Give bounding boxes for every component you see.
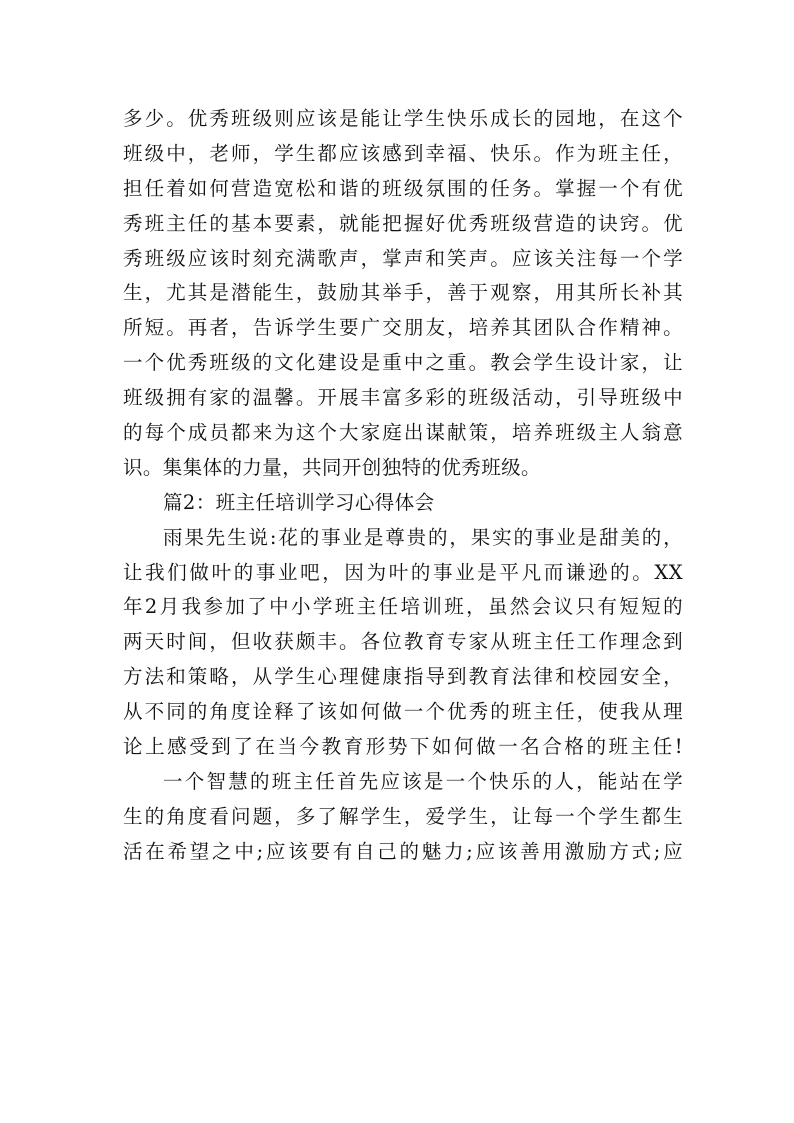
body-text-line: 一个优秀班级的文化建设是重中之重。教会学生设计家，让: [123, 351, 683, 375]
body-text-line: 班级中，老师，学生都应该感到幸福、快乐。作为班主任，: [123, 141, 683, 165]
body-text-line: 秀班级应该时刻充满歌声，掌声和笑声。应该关注每一个学: [123, 246, 683, 270]
body-text-line: 的每个成员都来为这个大家庭出谋献策，培养班级主人翁意: [123, 421, 683, 445]
body-text-line: 年2月我参加了中小学班主任培训班，虽然会议只有短短的: [123, 595, 683, 619]
body-text-line: 方法和策略，从学生心理健康指导到教育法律和校园安全，: [123, 665, 683, 689]
body-text-line: 两天时间，但收获颇丰。各位教育专家从班主任工作理念到: [123, 630, 683, 654]
body-text-line: 从不同的角度诠释了该如何做一个优秀的班主任，使我从理: [123, 700, 683, 724]
body-text-line: 班级拥有家的温馨。开展丰富多彩的班级活动，引导班级中: [123, 386, 683, 410]
document-body: [123, 102, 683, 870]
body-text-line: 识。集集体的力量，共同开创独特的优秀班级。: [123, 455, 541, 479]
body-text-line: 雨果先生说:花的事业是尊贵的，果实的事业是甜美的，: [163, 525, 683, 549]
body-text-line: 多少。优秀班级则应该是能让学生快乐成长的园地，在这个: [123, 107, 683, 130]
body-text-line: 秀班主任的基本要素，就能把握好优秀班级营造的诀窍。优: [123, 211, 683, 235]
body-text-line: 所短。再者，告诉学生要广交朋友，培养其团队合作精神。: [123, 316, 683, 340]
body-text-line: 担任着如何营造宽松和谐的班级氛围的任务。掌握一个有优: [123, 176, 683, 200]
body-text-line: 活在希望之中;应该要有自己的魅力;应该善用激励方式;应: [123, 839, 683, 863]
section-heading: 篇2：班主任培训学习心得体会: [163, 490, 435, 514]
body-text-line: 论上感受到了在当今教育形势下如何做一名合格的班主任!: [123, 735, 683, 759]
body-text-line: 让我们做叶的事业吧，因为叶的事业是平凡而谦逊的。XX: [123, 560, 683, 584]
body-text-line: 一个智慧的班主任首先应该是一个快乐的人，能站在学: [163, 769, 683, 793]
body-text-line: 生，尤其是潜能生，鼓励其举手，善于观察，用其所长补其: [123, 281, 683, 305]
body-text-line: 生的角度看问题，多了解学生，爱学生，让每一个学生都生: [123, 804, 683, 828]
